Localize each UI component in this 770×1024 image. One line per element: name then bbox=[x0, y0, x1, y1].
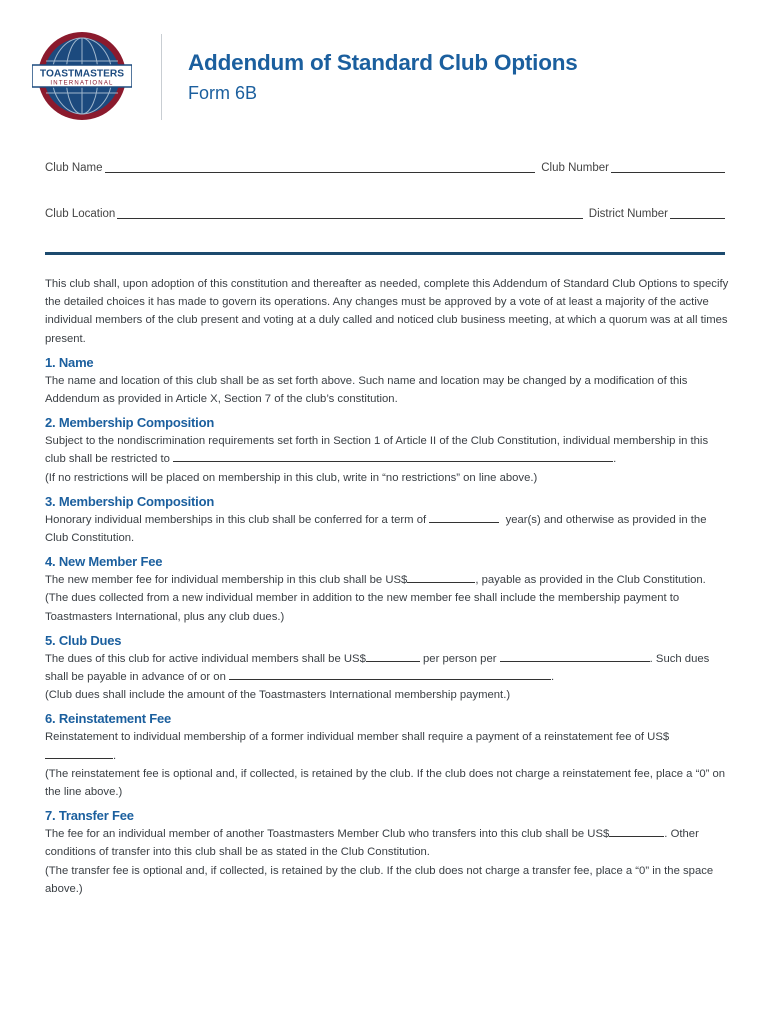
section-heading: 6. Reinstatement Fee bbox=[45, 711, 172, 727]
section-text: The dues of this club for active individual members shall be US$ bbox=[45, 652, 366, 665]
section-text-end: . bbox=[551, 671, 555, 684]
section-text-end: . bbox=[613, 453, 617, 466]
section-heading: 1. Name bbox=[45, 354, 94, 370]
section-heading: 7. Transfer Fee bbox=[45, 808, 134, 824]
section-note: (The dues collected from a new individual member in addition to the new member fee shall include the membership payment to Toastmasters International, plus any club dues.) bbox=[45, 592, 680, 623]
club-name-row bbox=[45, 158, 725, 174]
section-text: per person per bbox=[423, 652, 497, 665]
club-number-field[interactable] bbox=[611, 160, 725, 173]
section-heading: 2. Membership Composition bbox=[45, 415, 215, 431]
section-transfer-fee bbox=[45, 807, 730, 898]
district-number-label: District Number bbox=[588, 208, 668, 220]
section-text: The name and location of this club shall be as set forth above. Such name and location may be changed by a modification of this Addendum as provided in Article X, Section 7 of the club’s constitution. bbox=[45, 374, 688, 406]
document-body bbox=[45, 275, 730, 898]
section-text: The new member fee for individual membership in this club shall be US$ bbox=[45, 574, 408, 587]
section-membership-composition bbox=[45, 414, 730, 487]
district-number-field[interactable] bbox=[670, 206, 725, 219]
section-note: (If no restrictions will be placed on membership in this club, write in “no restrictions” on line above.) bbox=[45, 471, 538, 484]
dues-period-field[interactable] bbox=[500, 650, 650, 662]
header-divider bbox=[161, 34, 162, 120]
section-heading: 5. Club Dues bbox=[45, 632, 122, 648]
section-honorary-membership bbox=[45, 493, 730, 547]
club-name-field[interactable] bbox=[105, 160, 536, 173]
section-reinstatement-fee bbox=[45, 710, 730, 801]
section-text: . Such dues shall be payable in advance of or on bbox=[45, 652, 710, 684]
logo-subtext: INTERNATIONAL bbox=[50, 80, 114, 87]
section-text: Honorary individual memberships in this club shall be conferred for a term of bbox=[45, 513, 427, 526]
section-heading: 4. New Member Fee bbox=[45, 554, 163, 570]
honorary-term-field[interactable] bbox=[429, 511, 499, 523]
section-name bbox=[45, 354, 730, 408]
club-number-label: Club Number bbox=[541, 162, 609, 174]
section-note: (Club dues shall include the amount of the Toastmasters International membership payment.) bbox=[45, 689, 511, 702]
club-location-field[interactable] bbox=[117, 206, 582, 219]
section-text-end: . bbox=[113, 749, 117, 762]
new-member-fee-field[interactable] bbox=[407, 571, 475, 583]
club-location-label: Club Location bbox=[45, 208, 116, 220]
dues-amount-field[interactable] bbox=[366, 650, 420, 662]
club-name-label: Club Name bbox=[45, 162, 103, 174]
section-new-member-fee bbox=[45, 553, 730, 626]
section-text: Reinstatement to individual membership of a former individual member shall require a payment of a reinstatement fee of US$ bbox=[45, 731, 670, 744]
section-note: (The transfer fee is optional and, if collected, is retained by the club. If the club does not charge a transfer fee, place a “0” in the space above.) bbox=[45, 864, 714, 895]
section-text: The fee for an individual member of another Toastmasters Member Club who transfers into this club shall be US$ bbox=[45, 828, 610, 841]
section-text: Subject to the nondiscrimination requirements set forth in Section 1 of Article II of the Club Constitution, individual membership in this club shall be restricted to bbox=[45, 435, 709, 466]
logo-wordmark: TOASTMASTERS bbox=[39, 68, 125, 80]
transfer-fee-field[interactable] bbox=[609, 825, 664, 837]
section-heading: 3. Membership Composition bbox=[45, 493, 215, 509]
intro-paragraph: This club shall, upon adoption of this constitution and thereafter as needed, complete this Addendum of Standard Club Options to specify the detailed choices it has made to govern its operations. Any changes must be approved by a vote of at least a majority of the active individual members of the club present and voting at a duly called and noticed club business meeting, at which a quorum was at all times present. bbox=[45, 278, 729, 345]
section-note: (The reinstatement fee is optional and, if collected, is retained by the club. If the club does not charge a reinstatement fee, place a “0” on the line above.) bbox=[45, 767, 726, 799]
section-divider bbox=[45, 252, 725, 255]
section-text-end: , payable as provided in the Club Constitution. bbox=[475, 574, 706, 587]
toastmasters-logo-icon bbox=[32, 31, 132, 121]
section-club-dues bbox=[45, 632, 730, 705]
reinstatement-fee-field[interactable] bbox=[45, 747, 113, 759]
section-text-end: . Other conditions of transfer into this club shall be as stated in the Club Constitution. bbox=[45, 828, 699, 859]
dues-date-field[interactable] bbox=[229, 668, 551, 680]
section-text-end: year(s) and otherwise as provided in the Club Constitution. bbox=[45, 513, 707, 545]
page-title: Addendum of Standard Club Options bbox=[188, 50, 578, 75]
membership-restriction-field[interactable] bbox=[173, 450, 613, 462]
club-location-row bbox=[45, 204, 725, 220]
form-number: Form 6B bbox=[188, 83, 258, 103]
